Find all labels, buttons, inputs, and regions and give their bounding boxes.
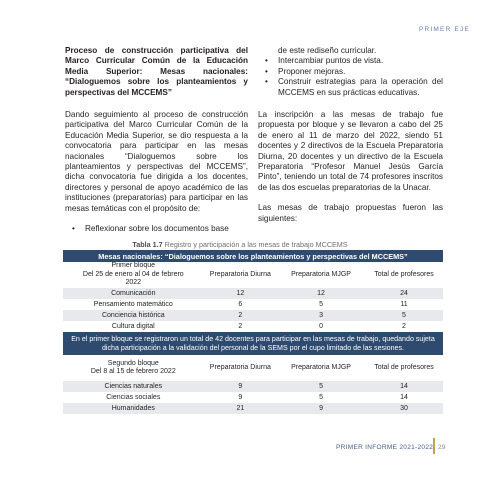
table-cell: 9 [204,381,278,392]
table-cell: 9 [238,394,243,401]
table-row [63,392,443,403]
table-caption-label: Tabla 1.7 [132,240,163,249]
table-cell: Ciencias naturales [63,381,204,392]
table-title: Mesas nacionales: “Dialoguemos sobre los planteamientos y perspectivas del MCCEMS” [63,250,443,262]
table-cell: Conciencia histórica [63,310,204,321]
table-cell: Cultura digital [111,323,155,330]
page-number: 29 [438,444,446,451]
intro-paragraph: Dando seguimiento al proceso de construcción participativa del Marco Curricular Común de la Educación Media Superior, se dio respuesta a la convocatoria para participar en las mesas nacionales “Dialoguemos sobre los planteamientos y perspectivas del MCCEMS”, dicha convocatoria fue dirigida a los docentes, directores y personal de apoyo académico de las instituciones (preparatorias) para participar en las mesas temáticas con el propósito de: [65,110,248,213]
right-column [258,46,443,234]
table-cell: 5 [365,310,443,321]
inscription-paragraph: La inscripción a las mesas de trabajo fue propuesta por bloque y se llevaron a cabo del 25 de enero al 11 de marzo del 2022, siendo 51 docentes y 2 directivos de la Escuela Preparatoria Diurna, 20 docentes y un directivo de la Escuela Preparatoria “Profesor Manuel Jesús García Pinto”, teniendo un total de 74 profesores inscritos de las dos escuelas preparatorias de la Unacar. [258,110,443,192]
table-cell: 2 [238,323,243,330]
table-cell: 14 [365,381,443,392]
purpose-list [65,224,248,234]
table-row [63,288,443,299]
table-cell: 14 [400,394,408,401]
left-column [65,46,248,235]
tables-intro-paragraph: Las mesas de trabajo propuestas fueron las siguientes: [258,203,443,223]
table-cell: Pensamiento matemático [93,301,173,308]
table-cell: 12 [204,288,278,299]
block-header-row [63,355,443,381]
list-item: • Construir estrategias para la operación del MCCEMS en sus prácticas educativas. [258,77,443,98]
column-header: Preparatoria Diurna [209,270,271,278]
block-header-row [63,262,443,288]
table-header-row [63,250,443,262]
table-cell: 3 [277,310,365,321]
report-footer: PRIMER INFORME 2021-2022 [336,444,434,451]
block-label: Segundo bloque Del 8 al 15 de febrero 2022 [90,359,176,375]
table-cell: 9 [277,403,365,414]
table-caption [0,240,480,249]
footer-divider [433,438,435,454]
list-continuation: de este rediseño curricular. [278,46,377,55]
section-title: Proceso de construcción participativa del Marco Curricular Común de la Educación Media Superior: Mesas nacionales: “Dialoguemos sobre los planteamientos y perspectivas del MCCEMS” [65,46,248,97]
table-cell: 11 [400,301,408,308]
column-header: Total de profesores [374,270,434,278]
table-cell: 5 [277,381,365,392]
table-cell: 12 [277,288,365,299]
participation-table [63,250,443,414]
column-header: Preparatoria MJGP [291,363,351,371]
column-header: Preparatoria Diurna [209,363,271,371]
list-item: • Reflexionar sobre los documentos base [65,224,248,234]
table-cell: 21 [204,403,278,414]
column-header: Total de profesores [374,363,434,371]
table-cell: 0 [319,323,323,330]
table-row [63,321,443,332]
table-row [63,299,443,310]
table-cell: 5 [319,301,323,308]
table-row [63,310,443,321]
table-caption-text: Registro y participación a las mesas de trabajo MCCEMS [164,240,348,249]
list-item: • Intercambiar puntos de vista. [258,56,443,66]
table-cell: 24 [365,288,443,299]
table-row [63,403,443,414]
table-row [63,381,443,392]
purpose-list-cont [258,56,443,98]
table-cell: Humanidades [63,403,204,414]
table-cell: 30 [365,403,443,414]
table-note: En el primer bloque se registraron un total de 42 docentes para participar en las mesas de trabajo, quedando sujeta dicha participación a la validación del personal de la SEMS por el cupo limitado de las sesiones. [63,332,443,355]
column-header: Preparatoria MJGP [291,270,351,278]
block-label: Primer bloque Del 25 de enero al 04 de febrero 2022 [82,262,184,287]
table-cell: 2 [402,323,406,330]
table-note-row [63,332,443,355]
table-cell: 2 [204,310,278,321]
table-cell: 6 [238,301,243,308]
table-cell: Comunicación [63,288,204,299]
table-cell: 5 [319,394,323,401]
list-item: • Proponer mejoras. [258,67,443,77]
table-cell: Ciencias sociales [106,394,161,401]
section-tag: PRIMER EJE [418,26,470,33]
